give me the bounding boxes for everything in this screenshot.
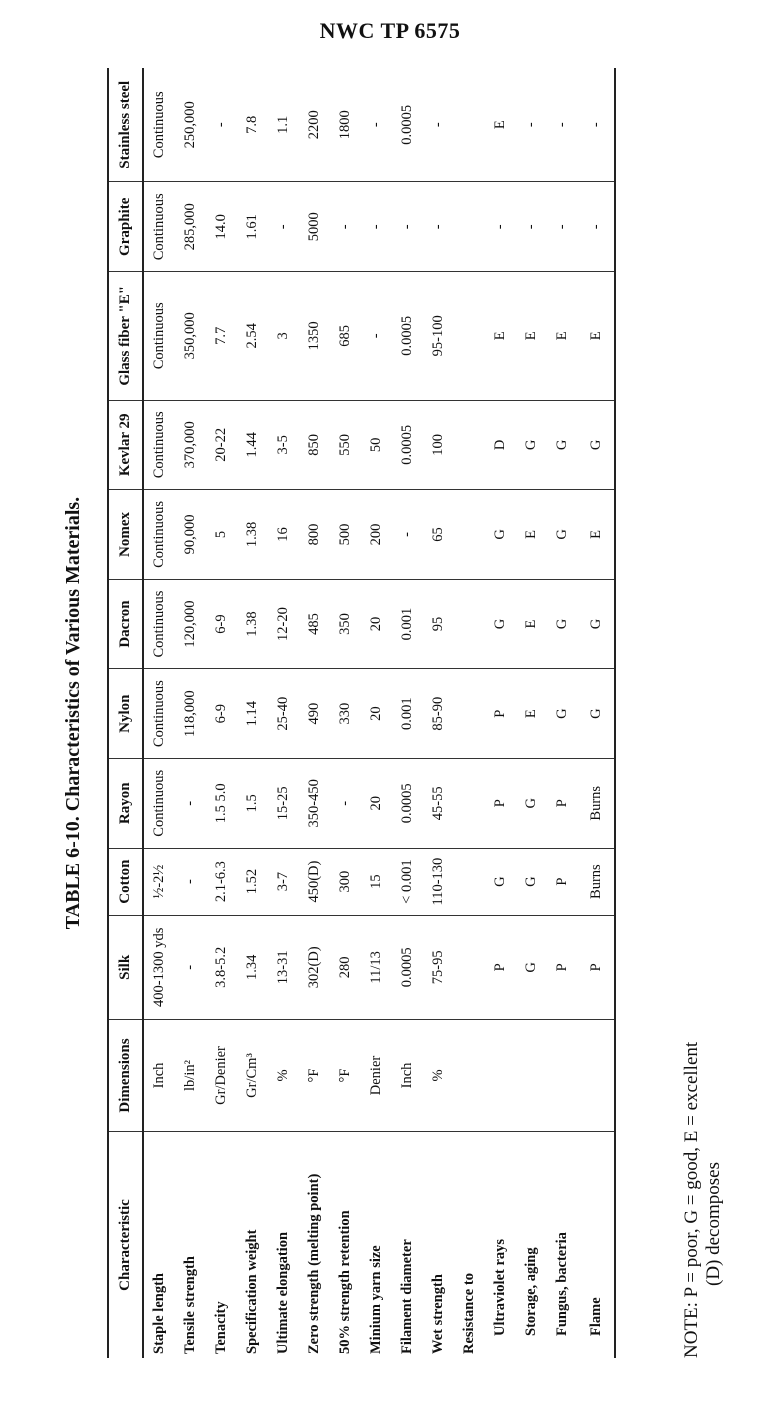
table-cell: < 0.001 <box>392 848 423 915</box>
table-cell: 7.7 <box>206 272 237 400</box>
table-cell: 350,000 <box>175 272 206 400</box>
table-cell: 85-90 <box>423 669 454 759</box>
table-cell: - <box>175 848 206 915</box>
table-row <box>268 68 299 1358</box>
table-cell: 90,000 <box>175 490 206 580</box>
table-cell: % <box>423 1020 454 1132</box>
table-cell: Continuous <box>143 68 175 182</box>
table-cell: 450(D) <box>299 848 330 915</box>
table-cell <box>516 1020 547 1132</box>
table-cell: Continuous <box>143 579 175 669</box>
col-header: Kevlar 29 <box>108 400 143 490</box>
table-cell: 0.001 <box>392 669 423 759</box>
table-note <box>681 68 725 1358</box>
table-cell: 1.5 <box>237 758 268 848</box>
table-cell: P <box>547 915 578 1019</box>
table-cell <box>454 400 485 490</box>
table-cell: 95 <box>423 579 454 669</box>
row-label: Zero strength (melting point) <box>306 1173 323 1354</box>
table-cell: - <box>547 182 578 272</box>
table-cell <box>454 68 485 182</box>
table-cell: 1.1 <box>268 68 299 182</box>
table-cell: G <box>516 758 547 848</box>
table-cell: 490 <box>299 669 330 759</box>
table-cell: 110-130 <box>423 848 454 915</box>
table-cell: 25-40 <box>268 669 299 759</box>
col-header: Characteristic <box>108 1132 143 1359</box>
col-header: Dimensions <box>108 1020 143 1132</box>
table-cell <box>454 490 485 580</box>
table-cell: 16 <box>268 490 299 580</box>
table-cell: 400-1300 yds <box>143 915 175 1019</box>
table-cell: E <box>485 68 516 182</box>
table-body <box>143 68 615 1358</box>
table-cell: G <box>547 400 578 490</box>
table-cell: 50 <box>361 400 392 490</box>
table-cell: 12-20 <box>268 579 299 669</box>
table-cell: - <box>423 68 454 182</box>
table-cell: 2.1-6.3 <box>206 848 237 915</box>
table-cell: 850 <box>299 400 330 490</box>
table-cell: Gr/Cm³ <box>237 1020 268 1132</box>
table-cell: Continuous <box>143 758 175 848</box>
table-cell: 3.8-5.2 <box>206 915 237 1019</box>
table-cell: P <box>485 669 516 759</box>
table-cell: - <box>361 272 392 400</box>
rotated-table-block <box>55 68 755 1358</box>
table-cell: 0.0005 <box>392 758 423 848</box>
table-cell <box>578 1020 615 1132</box>
table-cell: Continuous <box>143 400 175 490</box>
table-cell: 285,000 <box>175 182 206 272</box>
table-cell: 302(D) <box>299 915 330 1019</box>
table-cell: 5000 <box>299 182 330 272</box>
table-cell: G <box>547 579 578 669</box>
table-cell: 485 <box>299 579 330 669</box>
table-cell: % <box>268 1020 299 1132</box>
table-cell: - <box>516 68 547 182</box>
table-cell: 370,000 <box>175 400 206 490</box>
table-cell: 500 <box>330 490 361 580</box>
table-cell: - <box>516 182 547 272</box>
table-cell: 330 <box>330 669 361 759</box>
table-row <box>547 68 578 1358</box>
table-cell: - <box>578 68 615 182</box>
table-cell: - <box>578 182 615 272</box>
table-cell: Inch <box>392 1020 423 1132</box>
table-cell: 350 <box>330 579 361 669</box>
table-cell: 14.0 <box>206 182 237 272</box>
table-cell: 550 <box>330 400 361 490</box>
table-cell: P <box>547 848 578 915</box>
table-cell: 350-450 <box>299 758 330 848</box>
table-cell: 1350 <box>299 272 330 400</box>
table-cell: - <box>392 490 423 580</box>
table-cell: 13-31 <box>268 915 299 1019</box>
table-cell <box>454 579 485 669</box>
table-cell: 1.61 <box>237 182 268 272</box>
col-header: Stainless steel <box>108 68 143 182</box>
table-cell: - <box>485 182 516 272</box>
table-cell: E <box>547 272 578 400</box>
table-cell: D <box>485 400 516 490</box>
table-cell: 1.5 5.0 <box>206 758 237 848</box>
table-cell: G <box>547 490 578 580</box>
materials-table <box>107 68 616 1358</box>
table-cell: G <box>516 848 547 915</box>
row-label: Wet strength <box>430 1274 446 1354</box>
table-cell: G <box>485 848 516 915</box>
table-cell: 20 <box>361 758 392 848</box>
table-cell <box>547 1020 578 1132</box>
table-cell <box>454 272 485 400</box>
table-cell: 200 <box>361 490 392 580</box>
table-cell: Burns <box>578 848 615 915</box>
table-cell: P <box>485 758 516 848</box>
table-cell: 15-25 <box>268 758 299 848</box>
table-cell: 15 <box>361 848 392 915</box>
row-label: Ultraviolet rays <box>492 1238 508 1336</box>
table-cell: 20 <box>361 579 392 669</box>
table-cell <box>454 1020 485 1132</box>
table-cell: 20-22 <box>206 400 237 490</box>
col-header: Graphite <box>108 182 143 272</box>
table-cell: 3 <box>268 272 299 400</box>
table-cell: °F <box>299 1020 330 1132</box>
table-cell: E <box>516 579 547 669</box>
table-cell: 100 <box>423 400 454 490</box>
table-cell: 3-7 <box>268 848 299 915</box>
table-cell: 3-5 <box>268 400 299 490</box>
table-cell: - <box>206 68 237 182</box>
table-cell: 685 <box>330 272 361 400</box>
col-header: Cotton <box>108 848 143 915</box>
table-cell: 0.0005 <box>392 272 423 400</box>
row-label: Tenacity <box>213 1301 229 1354</box>
table-cell: G <box>547 669 578 759</box>
table-cell <box>454 848 485 915</box>
table-cell: - <box>547 68 578 182</box>
row-label: Fungus, bacteria <box>554 1232 570 1336</box>
table-cell: 250,000 <box>175 68 206 182</box>
table-cell: E <box>516 669 547 759</box>
table-cell: P <box>485 915 516 1019</box>
header-row <box>108 68 143 1358</box>
table-row <box>361 68 392 1358</box>
table-cell: 75-95 <box>423 915 454 1019</box>
table-cell: 1.44 <box>237 400 268 490</box>
table-cell: P <box>547 758 578 848</box>
document-header: NWC TP 6575 <box>319 18 461 43</box>
col-header: Glass fiber "E" <box>108 272 143 400</box>
table-cell: E <box>578 272 615 400</box>
table-cell: P <box>578 915 615 1019</box>
table-cell: - <box>361 68 392 182</box>
table-caption: TABLE 6-10. Characteristics of Various Materials. <box>62 496 84 930</box>
table-cell: 65 <box>423 490 454 580</box>
table-cell: - <box>268 182 299 272</box>
table-cell: - <box>423 182 454 272</box>
table-cell: Gr/Denier <box>206 1020 237 1132</box>
table-cell: - <box>330 758 361 848</box>
row-label: Tensile strength <box>182 1256 198 1354</box>
table-row <box>578 68 615 1358</box>
table-cell: 118,000 <box>175 669 206 759</box>
table-cell <box>454 758 485 848</box>
table-cell: Burns <box>578 758 615 848</box>
table-cell: 280 <box>330 915 361 1019</box>
table-cell: 0.0005 <box>392 68 423 182</box>
table-cell: E <box>516 490 547 580</box>
table-cell <box>454 182 485 272</box>
table-cell: 6-9 <box>206 579 237 669</box>
note-line: (D) decomposes <box>702 1162 724 1286</box>
table-cell: 95-100 <box>423 272 454 400</box>
table-cell: - <box>392 182 423 272</box>
table-cell: Continuous <box>143 490 175 580</box>
table-row <box>330 68 361 1358</box>
table-cell <box>454 915 485 1019</box>
table-cell: Inch <box>143 1020 175 1132</box>
table-cell: - <box>175 915 206 1019</box>
row-label: 50% strength retention <box>337 1210 353 1354</box>
col-header: Silk <box>108 915 143 1019</box>
table-cell: 1.52 <box>237 848 268 915</box>
table-cell: E <box>578 490 615 580</box>
table-row <box>454 68 485 1358</box>
table-cell: - <box>361 182 392 272</box>
table-cell: 45-55 <box>423 758 454 848</box>
table-cell: G <box>485 490 516 580</box>
table-row <box>237 68 268 1358</box>
table-cell: 11/13 <box>361 915 392 1019</box>
row-label: Flame <box>578 1132 615 1359</box>
table-cell: 120,000 <box>175 579 206 669</box>
row-label: Resistance to <box>461 1273 477 1354</box>
table-cell: Continuous <box>143 669 175 759</box>
table-cell: Continuous <box>143 272 175 400</box>
table-cell: 0.0005 <box>392 915 423 1019</box>
table-cell: 20 <box>361 669 392 759</box>
table-cell: 6-9 <box>206 669 237 759</box>
table-cell: G <box>516 400 547 490</box>
table-cell: G <box>485 579 516 669</box>
table-row <box>206 68 237 1358</box>
table-cell: 1.14 <box>237 669 268 759</box>
table-cell: ½-2½ <box>143 848 175 915</box>
table-row <box>299 68 330 1358</box>
table-cell: E <box>485 272 516 400</box>
table-cell: lb/in² <box>175 1020 206 1132</box>
table-cell: 1.38 <box>237 490 268 580</box>
table-cell: 1.34 <box>237 915 268 1019</box>
table-cell <box>454 669 485 759</box>
table-cell: 800 <box>299 490 330 580</box>
col-header: Rayon <box>108 758 143 848</box>
table-cell: 2200 <box>299 68 330 182</box>
col-header: Dacron <box>108 579 143 669</box>
table-cell: Denier <box>361 1020 392 1132</box>
table-cell: G <box>578 400 615 490</box>
table-cell: E <box>516 272 547 400</box>
table-row <box>423 68 454 1358</box>
table-cell: 1800 <box>330 68 361 182</box>
table-cell: G <box>516 915 547 1019</box>
table-cell: G <box>578 579 615 669</box>
table-row <box>175 68 206 1358</box>
table-row <box>392 68 423 1358</box>
table-row <box>485 68 516 1358</box>
col-header: Nylon <box>108 669 143 759</box>
table-cell: - <box>330 182 361 272</box>
table-cell: 0.001 <box>392 579 423 669</box>
col-header: Nomex <box>108 490 143 580</box>
table-row <box>516 68 547 1358</box>
row-label: Filament diameter <box>399 1239 415 1354</box>
table-cell: 2.54 <box>237 272 268 400</box>
row-label: Storage, aging <box>523 1247 539 1336</box>
row-label: Minium yarn size <box>368 1245 384 1354</box>
table-cell: G <box>578 669 615 759</box>
table-cell: 1.38 <box>237 579 268 669</box>
row-label: Specification weight <box>244 1229 260 1354</box>
table-cell: 0.0005 <box>392 400 423 490</box>
table-row <box>143 68 175 1358</box>
row-label: Ultimate elongation <box>275 1231 291 1354</box>
table-cell <box>485 1020 516 1132</box>
table-cell: - <box>175 758 206 848</box>
table-cell: Continuous <box>143 182 175 272</box>
row-label: Staple length <box>151 1273 167 1354</box>
table-cell: 5 <box>206 490 237 580</box>
table-cell: 7.8 <box>237 68 268 182</box>
table-cell: °F <box>330 1020 361 1132</box>
table-cell: 300 <box>330 848 361 915</box>
note-line: NOTE: P = poor, G = good, E = excellent <box>681 1041 702 1358</box>
